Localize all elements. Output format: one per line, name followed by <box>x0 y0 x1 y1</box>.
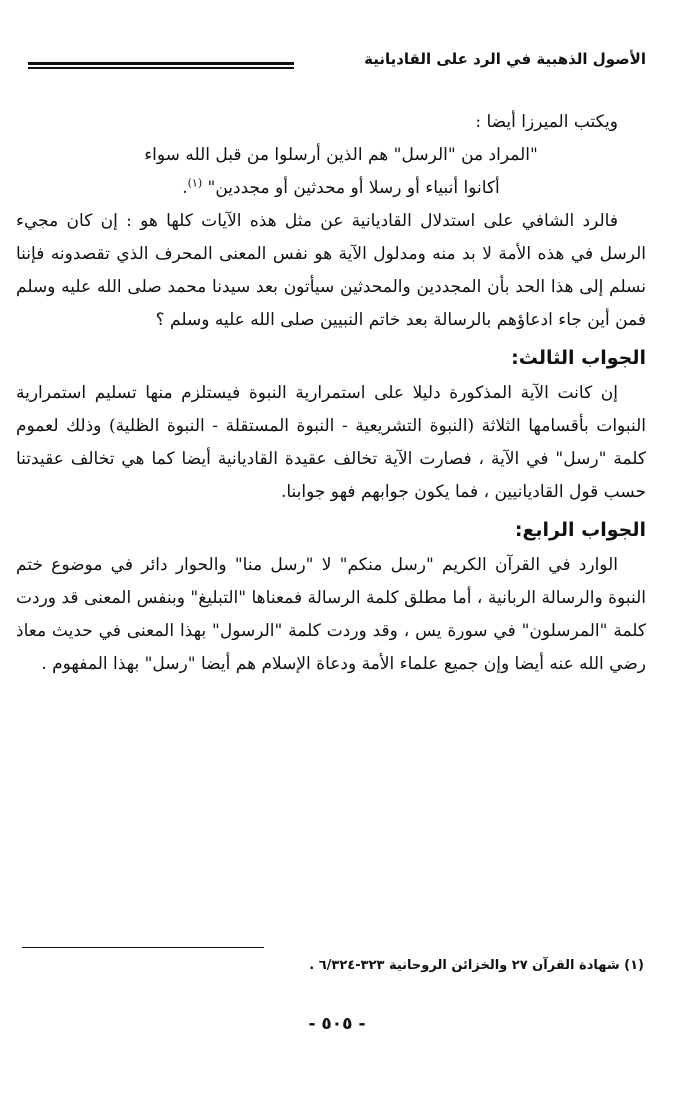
quote-line-2: أكانوا أنبياء أو رسلا أو محدثين أو مجددين" $^{(١)}$. <box>182 176 500 198</box>
running-header <box>14 48 646 82</box>
paragraph-intro: ويكتب الميرزا أيضا : <box>475 112 618 132</box>
paragraph-response: فالرد الشافي على استدلال القاديانية عن مثل هذه الآيات كلها هو : إن كان مجيء الرسل في هذه الأمة لا بد منه ومدلول الآية هو نفس المعنى المحرف الذي تقصدونه فإننا نسلم إلى هذا الحد بأن المجددين والمحدثين سيأتون بعد سيدنا محمد صلى الله عليه وسلم فمن أين جاء ادعاؤهم بالرسالة بعد خاتم النبيين صلى الله عليه وسلم ؟ <box>16 211 646 330</box>
quote-line-1: "المراد من "الرسل" هم الذين أرسلوا من قبل الله سواء <box>144 145 538 165</box>
page-number: - ٥٠٥ - <box>308 1014 366 1034</box>
footnote-marker: (١) <box>187 176 203 190</box>
header-title: الأصول الذهبية في الرد على القاديانية <box>364 50 646 68</box>
quote-line-2-text: أكانوا أنبياء أو رسلا أو محدثين أو مجددين" <box>207 178 500 198</box>
footnote-divider <box>22 947 264 948</box>
heading-fourth-answer: الجواب الرابع: <box>514 519 646 541</box>
footnote: (١) شهادة القرآن ٢٧ والخزائن الروحانية ٣٢٣-٦/٣٢٤ . <box>309 958 644 973</box>
page-body <box>16 106 646 681</box>
heading-third-answer: الجواب الثالث: <box>511 347 646 369</box>
paragraph-fourth-answer: الوارد في القرآن الكريم "رسل منكم" لا "رسل منا" والحوار دائر في موضوع ختم النبوة والرسالة الربانية ، أما مطلق كلمة الرسالة فمعناها "التبليغ" وبنفس المعنى قد وردت كلمة "المرسلون" في سورة يس ، وقد وردت كلمة "الرسول" بهذا المعنى في حديث معاذ رضي الله عنه أيضا وإن جميع علماء الأمة ودعاة الإسلام هم أيضا "رسل" بهذا المفهوم . <box>16 555 646 674</box>
paragraph-third-answer: إن كانت الآية المذكورة دليلا على استمرارية النبوة فيستلزم منها تسليم استمرارية النبوات بأقسامها الثلاثة (النبوة التشريعية - النبوة المستقلة - النبوة الظلية) وذلك لعموم كلمة "رسل" في الآية ، فصارت الآية تخالف عقيدة القاديانية أيضا كما هي تخالف عقيدتنا حسب قول القاديانيين ، فما يكون جوابهم فهو جوابنا. <box>16 383 646 502</box>
header-rule <box>28 62 294 71</box>
